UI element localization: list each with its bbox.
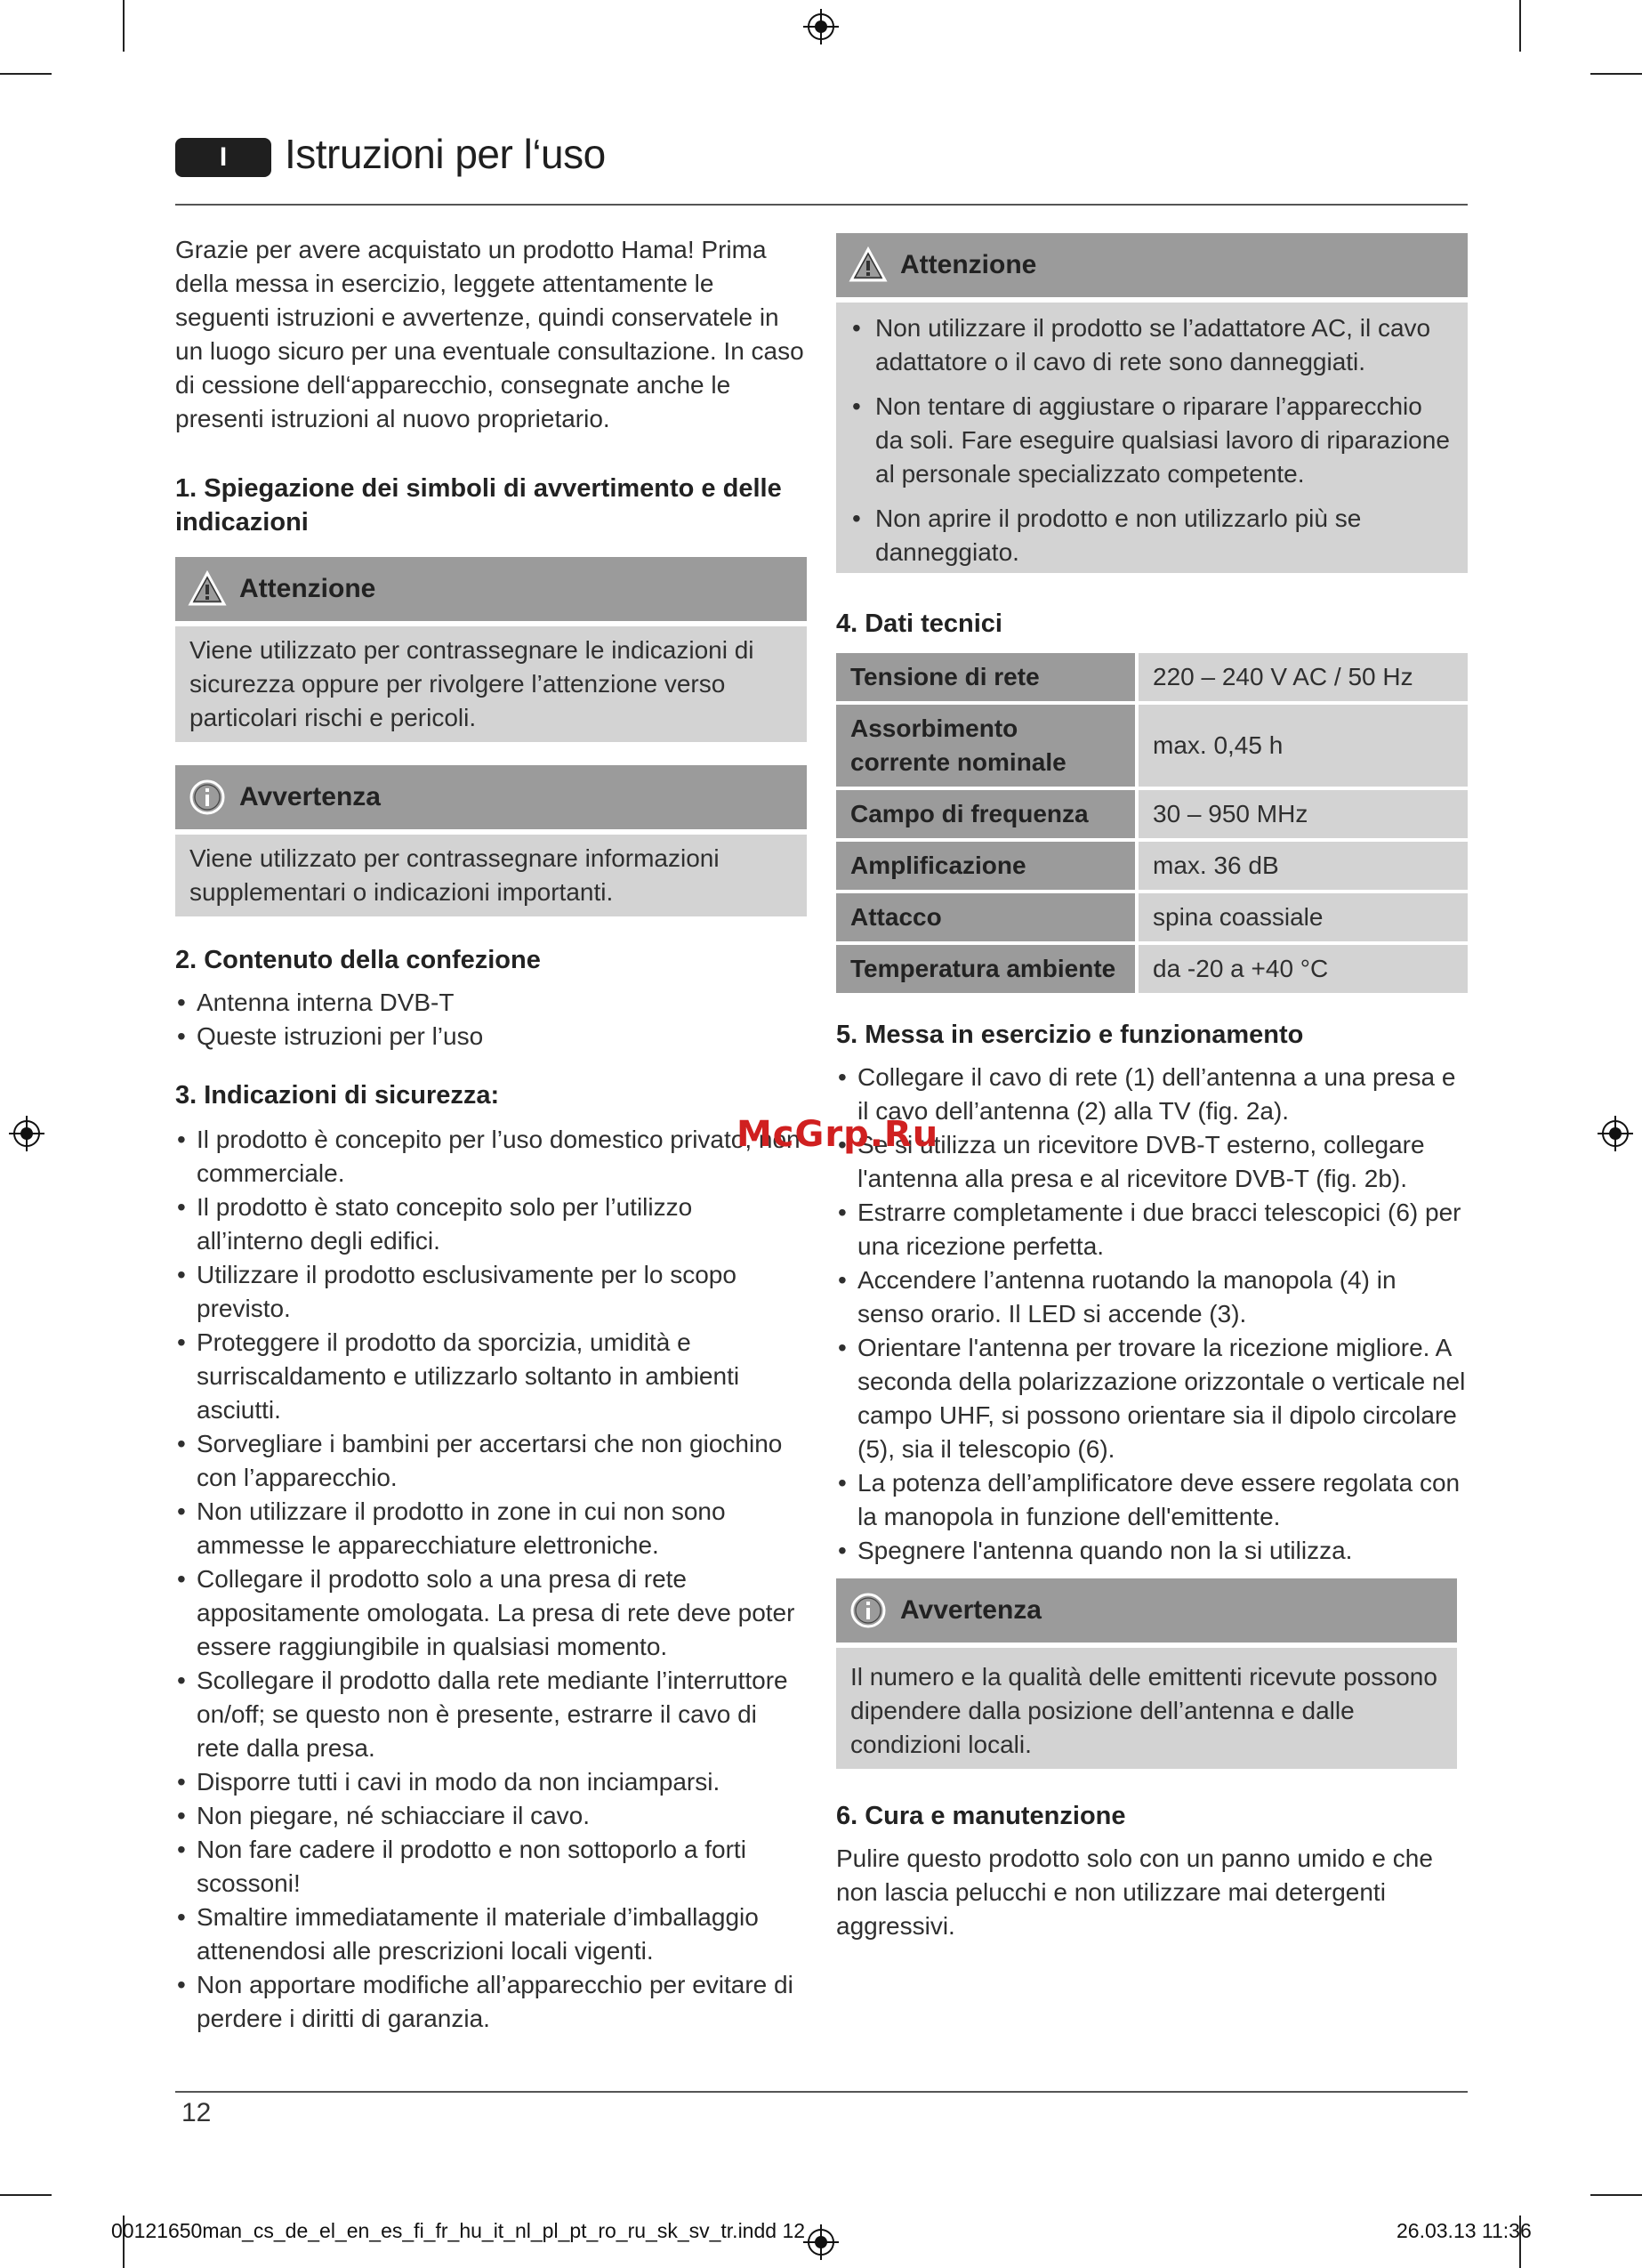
list-item: • Non tentare di aggiustare o riparare l’apparecchio da soli. Fare eseguire qualsiasi lavoro di riparazione al personale specializzato competente. [850,390,1453,491]
list-item: • Smaltire immediatamente il materiale d’imballaggio attenendosi alle prescrizioni locali vigenti. [175,1901,805,1968]
list-item: • Collegare il prodotto solo a una presa di rete appositamente omologata. La presa di rete deve poter essere raggiungibile in qualsiasi momento. [175,1562,805,1664]
intro-text: Grazie per avere acquistato un prodotto Hama! Prima della messa in esercizio, leggete attentamente le seguenti istruzioni e avvertenze, quindi conservatele in un luogo sicuro per una eventuale consultazione. In caso di cessione dell‘apparecchio, consegnate anche le presenti istruzioni al nuovo proprietario. [175,236,804,432]
section-3-heading: 3. Indicazioni di sicurezza: [175,1081,500,1110]
spec-key: Campo di frequenza [836,790,1139,838]
list-item: • La potenza dell’amplificatore deve essere regolata con la manopola in funzione dell'emittente. [836,1466,1468,1534]
attention-list [850,311,1453,569]
right-column [836,233,1468,1943]
warning-triangle-icon [188,569,227,609]
page-number: 12 [181,2098,212,2127]
table-row [836,893,1468,941]
list-item: • Utilizzare il prodotto esclusivamente per lo scopo previsto. [175,1258,805,1326]
note-title: Avvertenza [900,1595,1042,1625]
spec-value: 30 – 950 MHz [1139,790,1468,838]
attention-body [836,303,1468,573]
package-contents-list [175,986,807,1053]
crop-mark [1590,2194,1642,2196]
print-date: 26.03.13 11:36 [1397,2219,1532,2242]
spec-key: Temperatura ambiente [836,945,1139,993]
section-4-heading: 4. Dati tecnici [836,609,1002,638]
section-6-heading: 6. Cura e manutenzione [836,1802,1126,1830]
list-item: • Disporre tutti i cavi in modo da non inciamparsi. [175,1765,805,1799]
note-body: Viene utilizzato per contrassegnare informazioni supplementari o indicazioni importanti. [175,835,807,916]
list-item: • Collegare il cavo di rete (1) dell’antenna a una presa e il cavo dell’antenna (2) alla TV (fig. 2a). [836,1061,1468,1128]
list-item: • Il prodotto è stato concepito solo per l’utilizzo all’interno degli edifici. [175,1190,805,1258]
section-1-heading: 1. Spiegazione dei simboli di avvertimento e delle indicazioni [175,474,782,537]
spec-key: Tensione di rete [836,653,1139,701]
file-name: 00121650man_cs_de_el_en_es_fi_fr_hu_it_nl_pl_pt_ro_ru_sk_sv_tr.indd 12 [111,2219,806,2242]
list-item: • Non fare cadere il prodotto e non sottoporlo a forti scossoni! [175,1833,805,1901]
page-title: Istruzioni per l‘uso [285,131,606,177]
spec-value: max. 0,45 h [1139,705,1468,787]
list-item: • Sorvegliare i bambini per accertarsi che non giochino con l’apparecchio. [175,1427,805,1495]
registration-mark-icon [803,9,839,44]
section-5-heading: 5. Messa in esercizio e funzionamento [836,1021,1304,1049]
attention-box-header [836,233,1468,297]
spec-key: Amplificazione [836,842,1139,890]
table-row [836,790,1468,838]
registration-mark-icon [9,1116,44,1151]
list-item: • Se si utilizza un ricevitore DVB-T esterno, collegare l'antenna alla presa e al ricevitore DVB-T (fig. 2b). [836,1128,1468,1196]
attention-box [175,557,807,742]
spec-value: da -20 a +40 °C [1139,945,1468,993]
note-title: Avvertenza [239,782,381,811]
list-item: • Non utilizzare il prodotto se l’adattatore AC, il cavo adattatore o il cavo di rete sono danneggiati. [850,311,1453,379]
safety-list [175,1123,807,2036]
section-2-heading: 2. Contenuto della confezione [175,946,541,974]
language-tab: I [175,138,271,177]
list-item: • Non utilizzare il prodotto in zone in cui non sono ammesse le apparecchiature elettroniche. [175,1495,805,1562]
list-item: • Estrarre completamente i due bracci telescopici (6) per una ricezione perfetta. [836,1196,1468,1263]
spec-key: Attacco [836,893,1139,941]
attention-title: Attenzione [900,250,1037,279]
attention-title: Attenzione [239,574,376,603]
table-row [836,842,1468,890]
list-item: • Scollegare il prodotto dalla rete mediante l’interruttore on/off; se questo non è presente, estrarre il cavo di rete dalla presa. [175,1664,805,1765]
registration-mark-icon [803,2224,839,2260]
registration-mark-icon [1598,1116,1633,1151]
spec-value: max. 36 dB [1139,842,1468,890]
note-box-header [836,1578,1457,1642]
attention-body: Viene utilizzato per contrassegnare le indicazioni di sicurezza oppure per rivolgere l’attenzione verso particolari rischi e pericoli. [175,626,807,742]
footer-rule [175,2091,1468,2093]
crop-mark [123,0,125,52]
crop-mark [1590,73,1642,75]
crop-mark [0,2194,52,2196]
info-circle-icon [849,1591,888,1630]
watermark-text: McGrp.Ru [736,1114,939,1155]
spec-value: 220 – 240 V AC / 50 Hz [1139,653,1468,701]
spec-value: spina coassiale [1139,893,1468,941]
care-text: Pulire questo prodotto solo con un panno umido e che non lascia pelucchi e non utilizzare mai detergenti aggressivi. [836,1844,1433,1940]
table-row [836,705,1468,787]
spec-key: Assorbimento corrente nominale [836,705,1139,787]
note-box-header [175,765,807,829]
table-row [836,653,1468,701]
list-item: • Orientare l'antenna per trovare la ricezione migliore. A seconda della polarizzazione orizzontale o verticale nel campo UHF, si possono orientare sia il dipolo circolare (5), sia il telescopio (6). [836,1331,1468,1466]
note-box-operation [836,1578,1457,1769]
attention-box-header [175,557,807,621]
list-item: • Accendere l’antenna ruotando la manopola (4) in senso orario. Il LED si accende (3). [836,1263,1468,1331]
list-item: • Queste istruzioni per l’uso [175,1020,807,1053]
list-item: • Non aprire il prodotto e non utilizzarlo più se danneggiato. [850,502,1453,569]
info-circle-icon [188,778,227,817]
table-row [836,945,1468,993]
crop-mark [0,73,52,75]
note-box [175,765,807,916]
list-item: • Non apportare modifiche all’apparecchio per evitare di perdere i diritti di garanzia. [175,1968,805,2036]
spec-table [836,650,1468,997]
note-body: Il numero e la qualità delle emittenti ricevute possono dipendere dalla posizione dell’antenna e dalle condizioni locali. [836,1648,1457,1769]
crop-mark [1519,0,1521,52]
list-item: • Proteggere il prodotto da sporcizia, umidità e surriscaldamento e utilizzarlo soltanto in ambienti asciutti. [175,1326,805,1427]
list-item: • Antenna interna DVB-T [175,986,807,1020]
warning-triangle-icon [849,246,888,285]
list-item: • Il prodotto è concepito per l’uso domestico privato, non commerciale. [175,1123,805,1190]
left-column [175,233,807,2036]
header-rule [175,204,1468,206]
list-item: • Non piegare, né schiacciare il cavo. [175,1799,805,1833]
attention-box-safety [836,233,1468,573]
list-item: • Spegnere l'antenna quando non la si utilizza. [836,1534,1468,1568]
